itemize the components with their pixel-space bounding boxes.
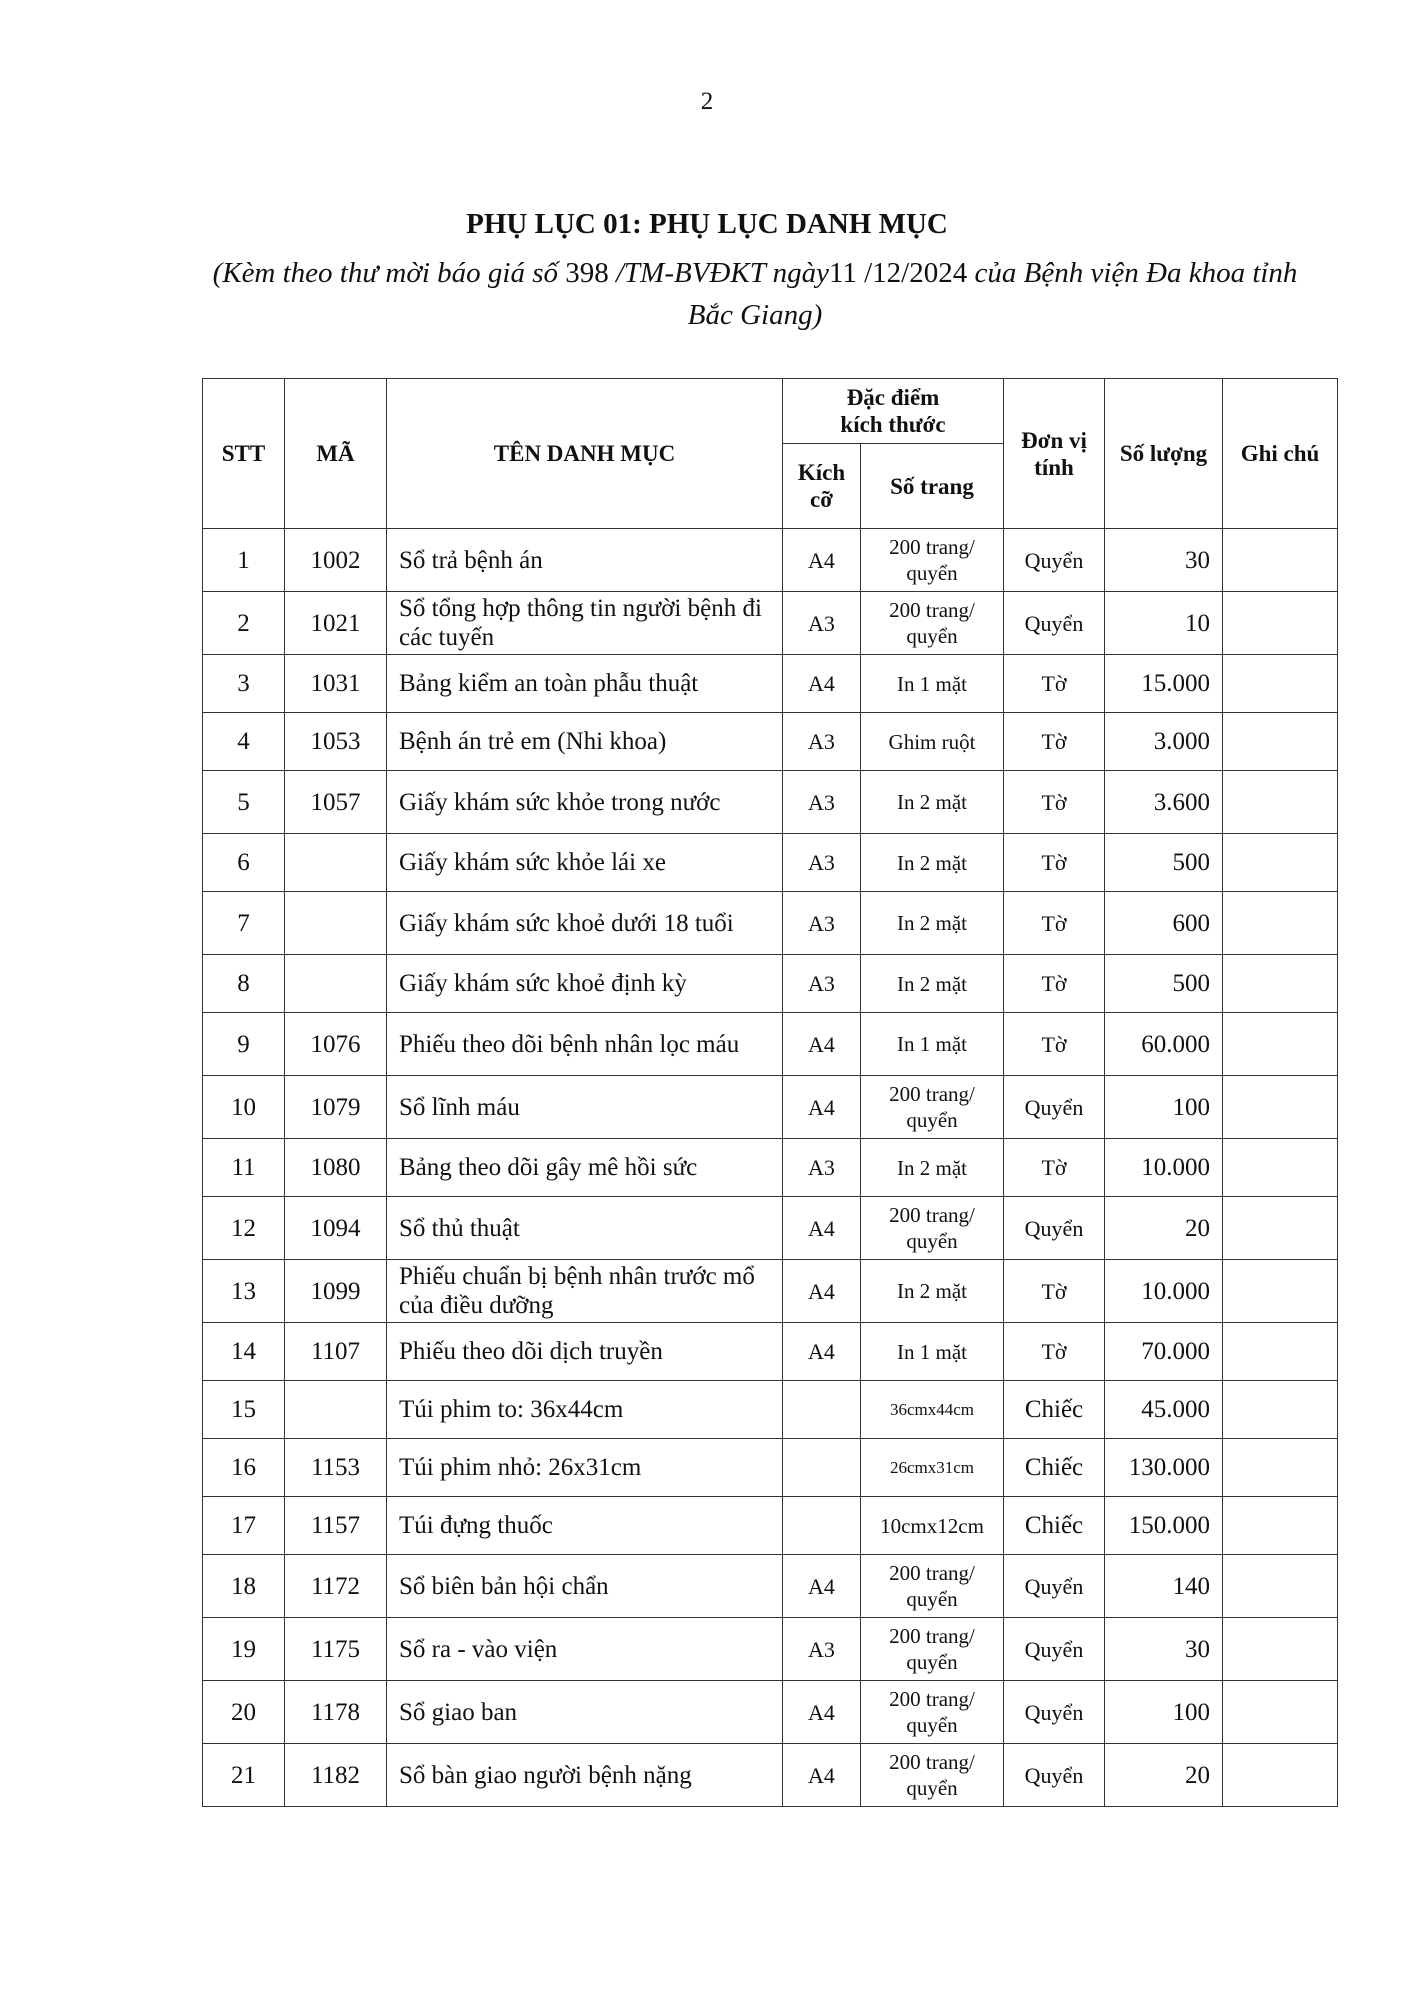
row-kich-co: A3 (783, 771, 861, 834)
header-ghi-chu: Ghi chú (1223, 379, 1338, 529)
row-ma: 1079 (285, 1076, 387, 1139)
row-ten: Sổ tổng hợp thông tin người bệnh đi các tuyến (387, 592, 783, 655)
row-ma: 1094 (285, 1197, 387, 1260)
row-ten: Túi đựng thuốc (387, 1497, 783, 1555)
table-row (203, 713, 1338, 771)
row-kich-co (783, 1497, 861, 1555)
header-so-luong: Số lượng (1105, 379, 1223, 529)
row-ten: Phiếu theo dõi dịch truyền (387, 1323, 783, 1381)
row-so-luong: 15.000 (1105, 655, 1223, 713)
row-so-trang: In 2 mặt (861, 1260, 1004, 1323)
row-stt: 19 (203, 1618, 285, 1681)
row-ma: 1153 (285, 1439, 387, 1497)
row-don-vi: Tờ (1004, 834, 1105, 892)
row-kich-co: A3 (783, 1139, 861, 1197)
row-don-vi: Tờ (1004, 655, 1105, 713)
row-so-luong: 500 (1105, 955, 1223, 1013)
row-so-trang: Ghim ruột (861, 713, 1004, 771)
row-ma (285, 892, 387, 955)
row-so-trang: In 1 mặt (861, 655, 1004, 713)
row-so-trang: 200 trang/ quyển (861, 592, 1004, 655)
row-ma (285, 834, 387, 892)
row-so-trang: In 1 mặt (861, 1013, 1004, 1076)
row-kich-co: A3 (783, 834, 861, 892)
row-so-trang: 10cmx12cm (861, 1497, 1004, 1555)
row-stt: 20 (203, 1681, 285, 1744)
table-row (203, 1555, 1338, 1618)
row-kich-co: A3 (783, 713, 861, 771)
table-row (203, 655, 1338, 713)
row-kich-co: A4 (783, 1197, 861, 1260)
subtitle-middle: /TM-BVĐKT ngày (608, 257, 829, 289)
row-ten: Túi phim to: 36x44cm (387, 1381, 783, 1439)
row-ma: 1076 (285, 1013, 387, 1076)
row-ghi-chu (1223, 834, 1338, 892)
table-row (203, 529, 1338, 592)
table-row (203, 1013, 1338, 1076)
row-stt: 17 (203, 1497, 285, 1555)
row-so-trang: In 1 mặt (861, 1323, 1004, 1381)
row-kich-co: A4 (783, 1555, 861, 1618)
row-ghi-chu (1223, 1139, 1338, 1197)
row-ghi-chu (1223, 892, 1338, 955)
row-ghi-chu (1223, 1497, 1338, 1555)
row-stt: 14 (203, 1323, 285, 1381)
row-stt: 4 (203, 713, 285, 771)
row-stt: 6 (203, 834, 285, 892)
table-row (203, 1139, 1338, 1197)
row-stt: 21 (203, 1744, 285, 1807)
row-ten: Giấy khám sức khỏe lái xe (387, 834, 783, 892)
row-ghi-chu (1223, 1439, 1338, 1497)
row-ten: Giấy khám sức khoẻ dưới 18 tuổi (387, 892, 783, 955)
row-so-trang: 200 trang/ quyển (861, 1744, 1004, 1807)
row-ten: Sổ bàn giao người bệnh nặng (387, 1744, 783, 1807)
row-so-luong: 30 (1105, 1618, 1223, 1681)
row-ghi-chu (1223, 1555, 1338, 1618)
row-ma: 1157 (285, 1497, 387, 1555)
row-don-vi: Tờ (1004, 713, 1105, 771)
table-row (203, 1744, 1338, 1807)
row-don-vi: Quyển (1004, 1555, 1105, 1618)
row-ma: 1099 (285, 1260, 387, 1323)
row-don-vi: Quyển (1004, 1681, 1105, 1744)
row-so-luong: 600 (1105, 892, 1223, 955)
row-so-luong: 100 (1105, 1681, 1223, 1744)
row-ten: Phiếu theo dõi bệnh nhân lọc máu (387, 1013, 783, 1076)
row-stt: 1 (203, 529, 285, 592)
row-don-vi: Chiếc (1004, 1381, 1105, 1439)
row-don-vi: Tờ (1004, 1013, 1105, 1076)
row-don-vi: Quyển (1004, 529, 1105, 592)
row-ten: Sổ biên bản hội chẩn (387, 1555, 783, 1618)
table-row (203, 771, 1338, 834)
row-kich-co: A3 (783, 592, 861, 655)
header-dac-diem: Đặc điểm kích thước (783, 379, 1004, 444)
table-row (203, 834, 1338, 892)
header-stt: STT (203, 379, 285, 529)
row-ten: Sổ lĩnh máu (387, 1076, 783, 1139)
row-ghi-chu (1223, 1013, 1338, 1076)
row-kich-co (783, 1381, 861, 1439)
row-so-luong: 20 (1105, 1197, 1223, 1260)
row-don-vi: Tờ (1004, 1260, 1105, 1323)
row-ma (285, 955, 387, 1013)
row-ma: 1178 (285, 1681, 387, 1744)
page-number: 2 (700, 88, 714, 115)
row-ten: Sổ ra - vào viện (387, 1618, 783, 1681)
row-ghi-chu (1223, 1618, 1338, 1681)
row-so-luong: 30 (1105, 529, 1223, 592)
header-ma: MÃ (285, 379, 387, 529)
row-so-luong: 140 (1105, 1555, 1223, 1618)
row-don-vi: Quyển (1004, 1197, 1105, 1260)
row-don-vi: Tờ (1004, 1323, 1105, 1381)
row-kich-co: A4 (783, 1681, 861, 1744)
row-kich-co: A4 (783, 1744, 861, 1807)
row-stt: 7 (203, 892, 285, 955)
row-don-vi: Tờ (1004, 955, 1105, 1013)
row-ma: 1172 (285, 1555, 387, 1618)
row-ghi-chu (1223, 655, 1338, 713)
row-ghi-chu (1223, 1681, 1338, 1744)
row-stt: 16 (203, 1439, 285, 1497)
row-so-trang: In 2 mặt (861, 955, 1004, 1013)
row-ma: 1053 (285, 713, 387, 771)
row-so-luong: 60.000 (1105, 1013, 1223, 1076)
page-title: PHỤ LỤC 01: PHỤ LỤC DANH MỤC (466, 208, 948, 240)
header-ten: TÊN DANH MỤC (387, 379, 783, 529)
page-subtitle (200, 252, 1310, 336)
row-ghi-chu (1223, 1381, 1338, 1439)
table-row (203, 1197, 1338, 1260)
row-ghi-chu (1223, 592, 1338, 655)
row-ten: Bảng theo dõi gây mê hồi sức (387, 1139, 783, 1197)
row-don-vi: Chiếc (1004, 1439, 1105, 1497)
row-ma: 1031 (285, 655, 387, 713)
table-row (203, 955, 1338, 1013)
row-ten: Giấy khám sức khỏe trong nước (387, 771, 783, 834)
row-stt: 2 (203, 592, 285, 655)
row-don-vi: Tờ (1004, 1139, 1105, 1197)
row-ten: Phiếu chuẩn bị bệnh nhân trước mổ của điều dưỡng (387, 1260, 783, 1323)
row-ghi-chu (1223, 1323, 1338, 1381)
row-stt: 12 (203, 1197, 285, 1260)
row-so-luong: 100 (1105, 1076, 1223, 1139)
row-don-vi: Quyển (1004, 1618, 1105, 1681)
row-don-vi: Tờ (1004, 892, 1105, 955)
row-so-trang: 200 trang/ quyển (861, 1076, 1004, 1139)
table-row (203, 1681, 1338, 1744)
row-so-trang: 36cmx44cm (861, 1381, 1004, 1439)
row-don-vi: Quyển (1004, 592, 1105, 655)
row-ghi-chu (1223, 1260, 1338, 1323)
row-so-trang: 200 trang/ quyển (861, 1197, 1004, 1260)
row-kich-co: A4 (783, 1260, 861, 1323)
row-ghi-chu (1223, 529, 1338, 592)
header-so-trang: Số trang (861, 444, 1004, 529)
row-so-trang: 200 trang/ quyển (861, 1618, 1004, 1681)
row-ten: Giấy khám sức khoẻ định kỳ (387, 955, 783, 1013)
table-row (203, 1076, 1338, 1139)
subtitle-prefix: (Kèm theo thư mời báo giá số (212, 257, 566, 289)
row-don-vi: Chiếc (1004, 1497, 1105, 1555)
table-row (203, 1439, 1338, 1497)
letter-date: 11 /12/2024 (828, 257, 968, 289)
row-stt: 3 (203, 655, 285, 713)
row-ghi-chu (1223, 1744, 1338, 1807)
row-so-luong: 3.600 (1105, 771, 1223, 834)
row-kich-co: A4 (783, 655, 861, 713)
row-so-luong: 130.000 (1105, 1439, 1223, 1497)
catalog-table (202, 378, 1338, 1807)
row-ghi-chu (1223, 1076, 1338, 1139)
row-kich-co: A4 (783, 1013, 861, 1076)
row-so-luong: 10.000 (1105, 1139, 1223, 1197)
row-stt: 18 (203, 1555, 285, 1618)
row-ma: 1175 (285, 1618, 387, 1681)
row-so-luong: 10 (1105, 592, 1223, 655)
row-ma: 1021 (285, 592, 387, 655)
row-so-trang: 26cmx31cm (861, 1439, 1004, 1497)
row-ghi-chu (1223, 955, 1338, 1013)
catalog-body (203, 529, 1338, 1807)
row-ten: Sổ trả bệnh án (387, 529, 783, 592)
row-stt: 10 (203, 1076, 285, 1139)
row-ma: 1002 (285, 529, 387, 592)
row-so-luong: 3.000 (1105, 713, 1223, 771)
row-kich-co (783, 1439, 861, 1497)
row-ma (285, 1381, 387, 1439)
table-row (203, 892, 1338, 955)
header-kich-co: Kích cỡ (783, 444, 861, 529)
row-ghi-chu (1223, 1197, 1338, 1260)
row-ma: 1057 (285, 771, 387, 834)
row-kich-co: A4 (783, 1323, 861, 1381)
row-ma: 1080 (285, 1139, 387, 1197)
row-so-trang: 200 trang/ quyển (861, 529, 1004, 592)
row-ten: Bệnh án trẻ em (Nhi khoa) (387, 713, 783, 771)
table-row (203, 1323, 1338, 1381)
header-don-vi: Đơn vị tính (1004, 379, 1105, 529)
row-so-trang: In 2 mặt (861, 1139, 1004, 1197)
row-so-trang: 200 trang/ quyển (861, 1555, 1004, 1618)
row-so-luong: 70.000 (1105, 1323, 1223, 1381)
table-row (203, 592, 1338, 655)
row-ten: Túi phim nhỏ: 26x31cm (387, 1439, 783, 1497)
row-kich-co: A3 (783, 1618, 861, 1681)
row-stt: 5 (203, 771, 285, 834)
row-don-vi: Quyển (1004, 1076, 1105, 1139)
row-so-trang: In 2 mặt (861, 892, 1004, 955)
table-row (203, 1381, 1338, 1439)
row-kich-co: A3 (783, 955, 861, 1013)
row-kich-co: A4 (783, 1076, 861, 1139)
row-so-luong: 45.000 (1105, 1381, 1223, 1439)
row-kich-co: A3 (783, 892, 861, 955)
row-ten: Sổ giao ban (387, 1681, 783, 1744)
row-so-luong: 20 (1105, 1744, 1223, 1807)
row-stt: 8 (203, 955, 285, 1013)
row-don-vi: Quyển (1004, 1744, 1105, 1807)
row-stt: 15 (203, 1381, 285, 1439)
row-stt: 13 (203, 1260, 285, 1323)
row-so-trang: In 2 mặt (861, 771, 1004, 834)
row-stt: 11 (203, 1139, 285, 1197)
row-so-luong: 150.000 (1105, 1497, 1223, 1555)
row-kich-co: A4 (783, 529, 861, 592)
table-row (203, 1497, 1338, 1555)
row-ma: 1107 (285, 1323, 387, 1381)
table-row (203, 1618, 1338, 1681)
subtitle-suffix: của Bệnh viện Đa khoa tỉnh Bắc Giang) (687, 257, 1298, 331)
row-stt: 9 (203, 1013, 285, 1076)
row-ghi-chu (1223, 771, 1338, 834)
row-so-trang: In 2 mặt (861, 834, 1004, 892)
row-ten: Bảng kiểm an toàn phẫu thuật (387, 655, 783, 713)
letter-number: 398 (565, 257, 609, 289)
row-so-luong: 10.000 (1105, 1260, 1223, 1323)
row-so-luong: 500 (1105, 834, 1223, 892)
row-ma: 1182 (285, 1744, 387, 1807)
row-so-trang: 200 trang/ quyển (861, 1681, 1004, 1744)
row-ghi-chu (1223, 713, 1338, 771)
row-ten: Sổ thủ thuật (387, 1197, 783, 1260)
row-don-vi: Tờ (1004, 771, 1105, 834)
table-row (203, 1260, 1338, 1323)
